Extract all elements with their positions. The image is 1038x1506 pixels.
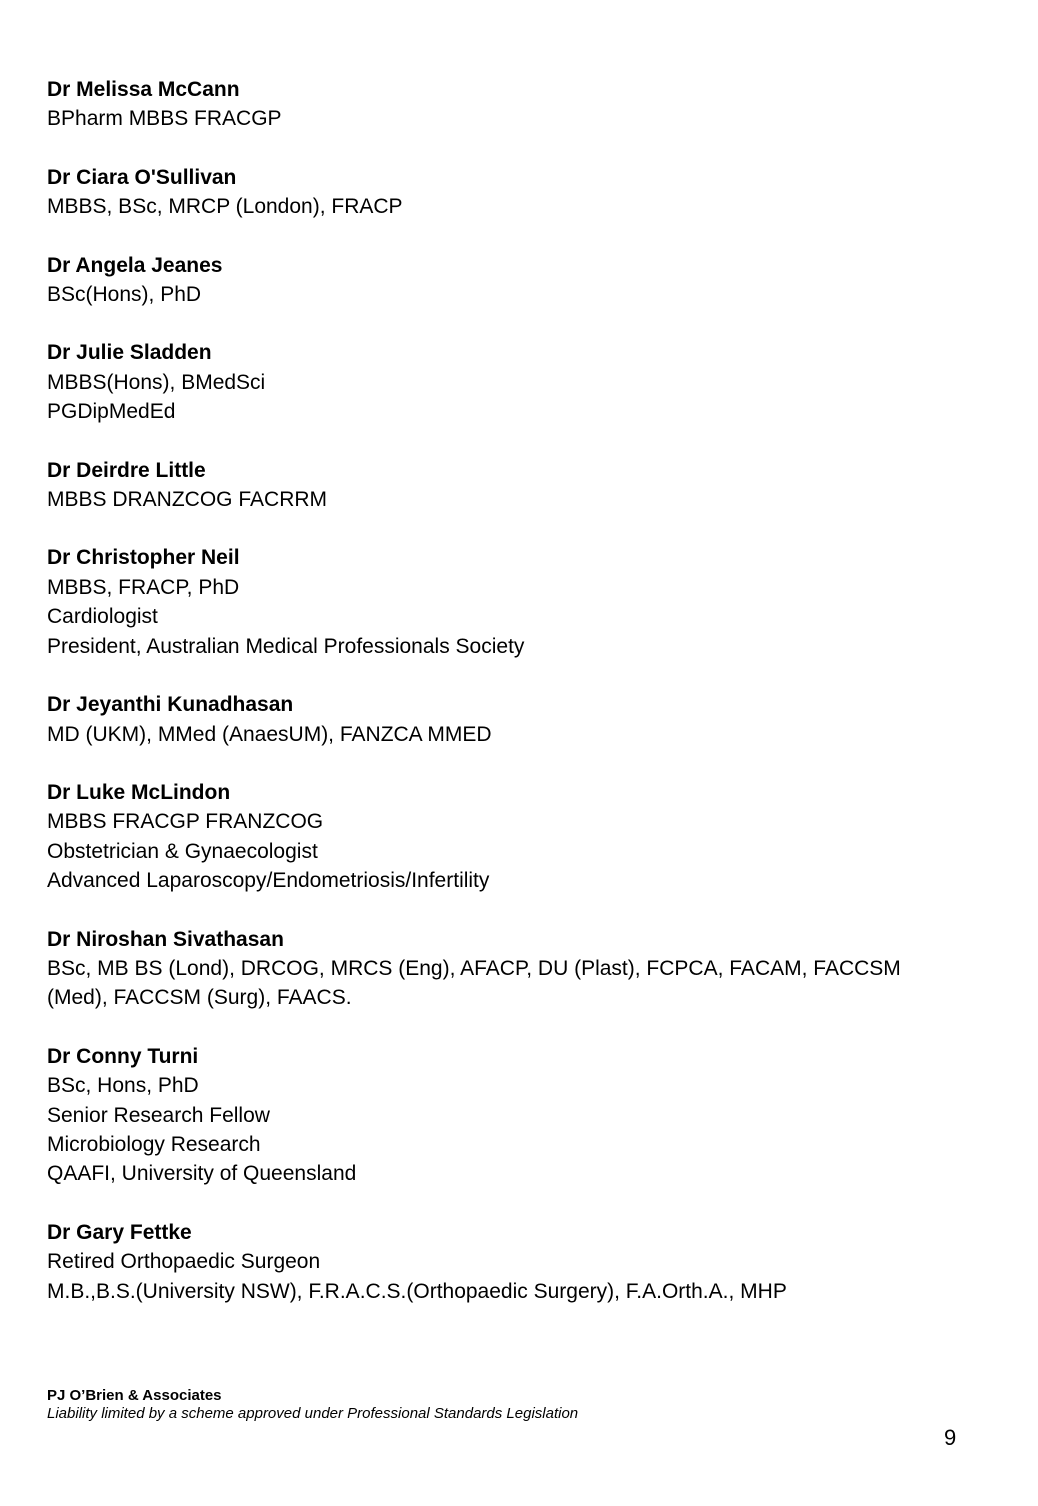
signatory-detail: MBBS FRACGP FRANZCOG: [47, 810, 324, 834]
signatory-detail: M.B.,B.S.(University NSW), F.R.A.C.S.(Orthopaedic Surgery), F.A.Orth.A., MHP: [47, 1279, 787, 1303]
signatory-detail: Microbiology Research: [47, 1132, 261, 1156]
signatory-detail: Obstetrician & Gynaecologist: [47, 839, 318, 863]
footer-organisation: PJ O’Brien & Associates: [47, 1387, 222, 1404]
signatory-name: Dr Christopher Neil: [47, 546, 240, 570]
signatory-entry: [47, 75, 987, 134]
signatory-entry: [47, 456, 987, 515]
signatory-name: Dr Luke McLindon: [47, 780, 231, 804]
signatory-name: Dr Niroshan Sivathasan: [47, 927, 284, 951]
signatory-detail: MBBS, FRACP, PhD: [47, 575, 240, 599]
footer-liability-note: Liability limited by a scheme approved under Professional Standards Legislation: [47, 1405, 579, 1422]
signatory-detail: MBBS DRANZCOG FACRRM: [47, 488, 328, 512]
signatory-detail: President, Australian Medical Professionals Society: [47, 634, 525, 658]
signatory-detail: MBBS, BSc, MRCP (London), FRACP: [47, 195, 403, 219]
signatory-detail: Cardiologist: [47, 605, 158, 629]
signatory-detail: MD (UKM), MMed (AnaesUM), FANZCA MMED: [47, 722, 492, 746]
page-number: 9: [944, 1425, 957, 1450]
signatory-entry: [47, 690, 987, 749]
signatory-detail: PGDipMedEd: [47, 400, 176, 424]
footer: [47, 1387, 578, 1423]
signatory-entry: [47, 163, 987, 222]
signatory-entry: [47, 1218, 987, 1306]
signatory-name: Dr Julie Sladden: [47, 341, 212, 365]
signatory-name: Dr Angela Jeanes: [47, 253, 223, 277]
signatory-name: Dr Melissa McCann: [47, 78, 240, 101]
signatory-detail: BPharm MBBS FRACGP: [47, 107, 282, 131]
signatory-detail: MBBS(Hons), BMedSci: [47, 370, 266, 394]
signatory-name: Dr Jeyanthi Kunadhasan: [47, 693, 294, 717]
signatory-detail: Advanced Laparoscopy/Endometriosis/Infertility: [47, 869, 490, 893]
signatory-entry: [47, 338, 987, 426]
signatory-detail: BSc, Hons, PhD: [47, 1074, 199, 1098]
signatory-name: Dr Conny Turni: [47, 1044, 199, 1068]
signatory-name: Dr Ciara O'Sullivan: [47, 165, 237, 189]
signatory-detail: BSc, MB BS (Lond), DRCOG, MRCS (Eng), AFACP, DU (Plast), FCPCA, FACAM, FACCSM: [47, 956, 901, 980]
signatory-detail: QAAFI, University of Queensland: [47, 1162, 357, 1186]
signatory-entry: [47, 1042, 987, 1189]
signatory-name: Dr Gary Fettke: [47, 1220, 192, 1244]
signatory-entry: [47, 925, 987, 1013]
signatory-entry: [47, 251, 987, 310]
signatory-detail: BSc(Hons), PhD: [47, 283, 202, 307]
signatory-entry: [47, 543, 987, 661]
signatory-list: [47, 75, 987, 1335]
signatory-detail: Retired Orthopaedic Surgeon: [47, 1250, 321, 1274]
signatory-entry: [47, 778, 987, 896]
signatory-detail: (Med), FACCSM (Surg), FAACS.: [47, 986, 352, 1010]
signatory-detail: Senior Research Fellow: [47, 1103, 270, 1127]
signatory-name: Dr Deirdre Little: [47, 458, 206, 482]
